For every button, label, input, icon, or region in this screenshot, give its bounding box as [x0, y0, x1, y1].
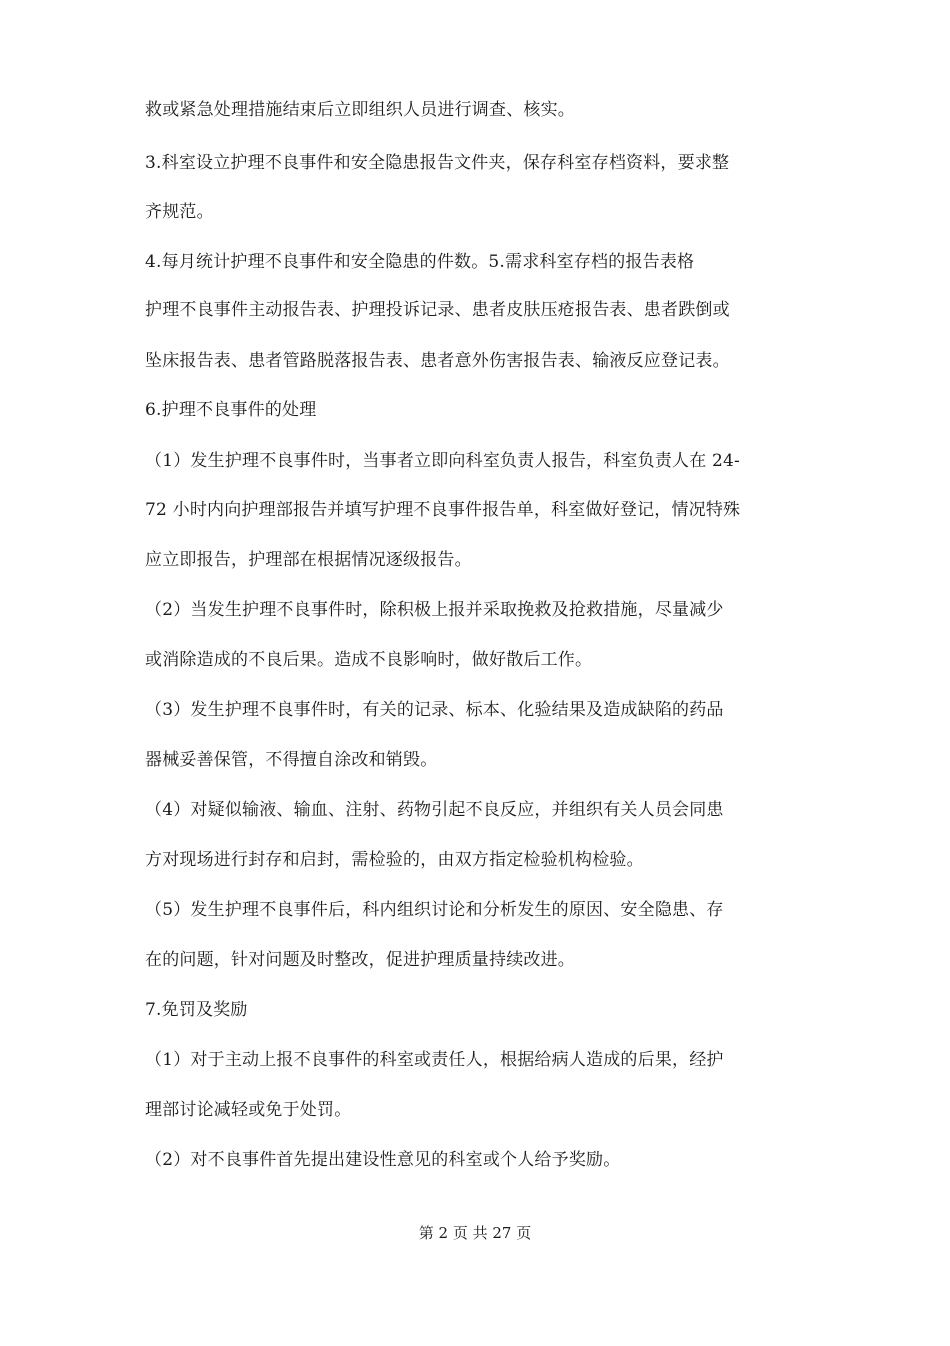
text-line: 应立即报告，护理部在根据情况逐级报告。: [145, 550, 472, 570]
text-line: 坠床报告表、患者管路脱落报告表、患者意外伤害报告表、输液反应登记表。: [145, 351, 730, 371]
text-line: 72 小时内向护理部报告并填写护理不良事件报告单，科室做好登记，情况特殊: [145, 500, 741, 520]
text-line: 在的问题，针对问题及时整改，促进护理质量持续改进。: [145, 950, 575, 970]
text-line: （3）发生护理不良事件时，有关的记录、标本、化验结果及造成缺陷的药品: [145, 700, 724, 720]
text-line: 器械妥善保管，不得擅自涂改和销毁。: [145, 750, 438, 770]
text-line: 或消除造成的不良后果。造成不良影响时，做好散后工作。: [145, 650, 593, 670]
text-line: 护理不良事件主动报告表、护理投诉记录、患者皮肤压疮报告表、患者跌倒或: [145, 300, 730, 320]
text-line: （2）当发生护理不良事件时，除积极上报并采取挽救及抢救措施，尽量减少: [145, 600, 724, 620]
text-line: 救或紧急处理措施结束后立即组织人员进行调查、核实。: [145, 100, 575, 120]
text-line: （5）发生护理不良事件后，科内组织讨论和分析发生的原因、安全隐患、存: [145, 900, 724, 920]
text-line: （4）对疑似输液、输血、注射、药物引起不良反应，并组织有关人员会同患: [145, 800, 724, 820]
page-number-footer: 第 2 页 共 27 页: [418, 1224, 532, 1242]
text-line: 方对现场进行封存和启封，需检验的，由双方指定检验机构检验。: [145, 850, 644, 870]
section-heading: 6.护理不良事件的处理: [145, 400, 317, 420]
text-line: 4.每月统计护理不良事件和安全隐患的件数。5.需求科室存档的报告表格: [145, 252, 695, 272]
section-heading: 7.免罚及奖励: [145, 1000, 248, 1020]
text-line: 齐规范。: [145, 202, 214, 222]
text-line: （2）对不良事件首先提出建设性意见的科室或个人给予奖励。: [145, 1150, 621, 1170]
text-line: （1）发生护理不良事件时，当事者立即向科室负责人报告，科室负责人在 24-: [145, 451, 740, 471]
text-line: （1）对于主动上报不良事件的科室或责任人，根据给病人造成的后果，经护: [145, 1050, 724, 1070]
text-line: 理部讨论减轻或免于处罚。: [145, 1100, 352, 1120]
text-line: 3.科室设立护理不良事件和安全隐患报告文件夹，保存科室存档资料，要求整: [145, 153, 730, 173]
